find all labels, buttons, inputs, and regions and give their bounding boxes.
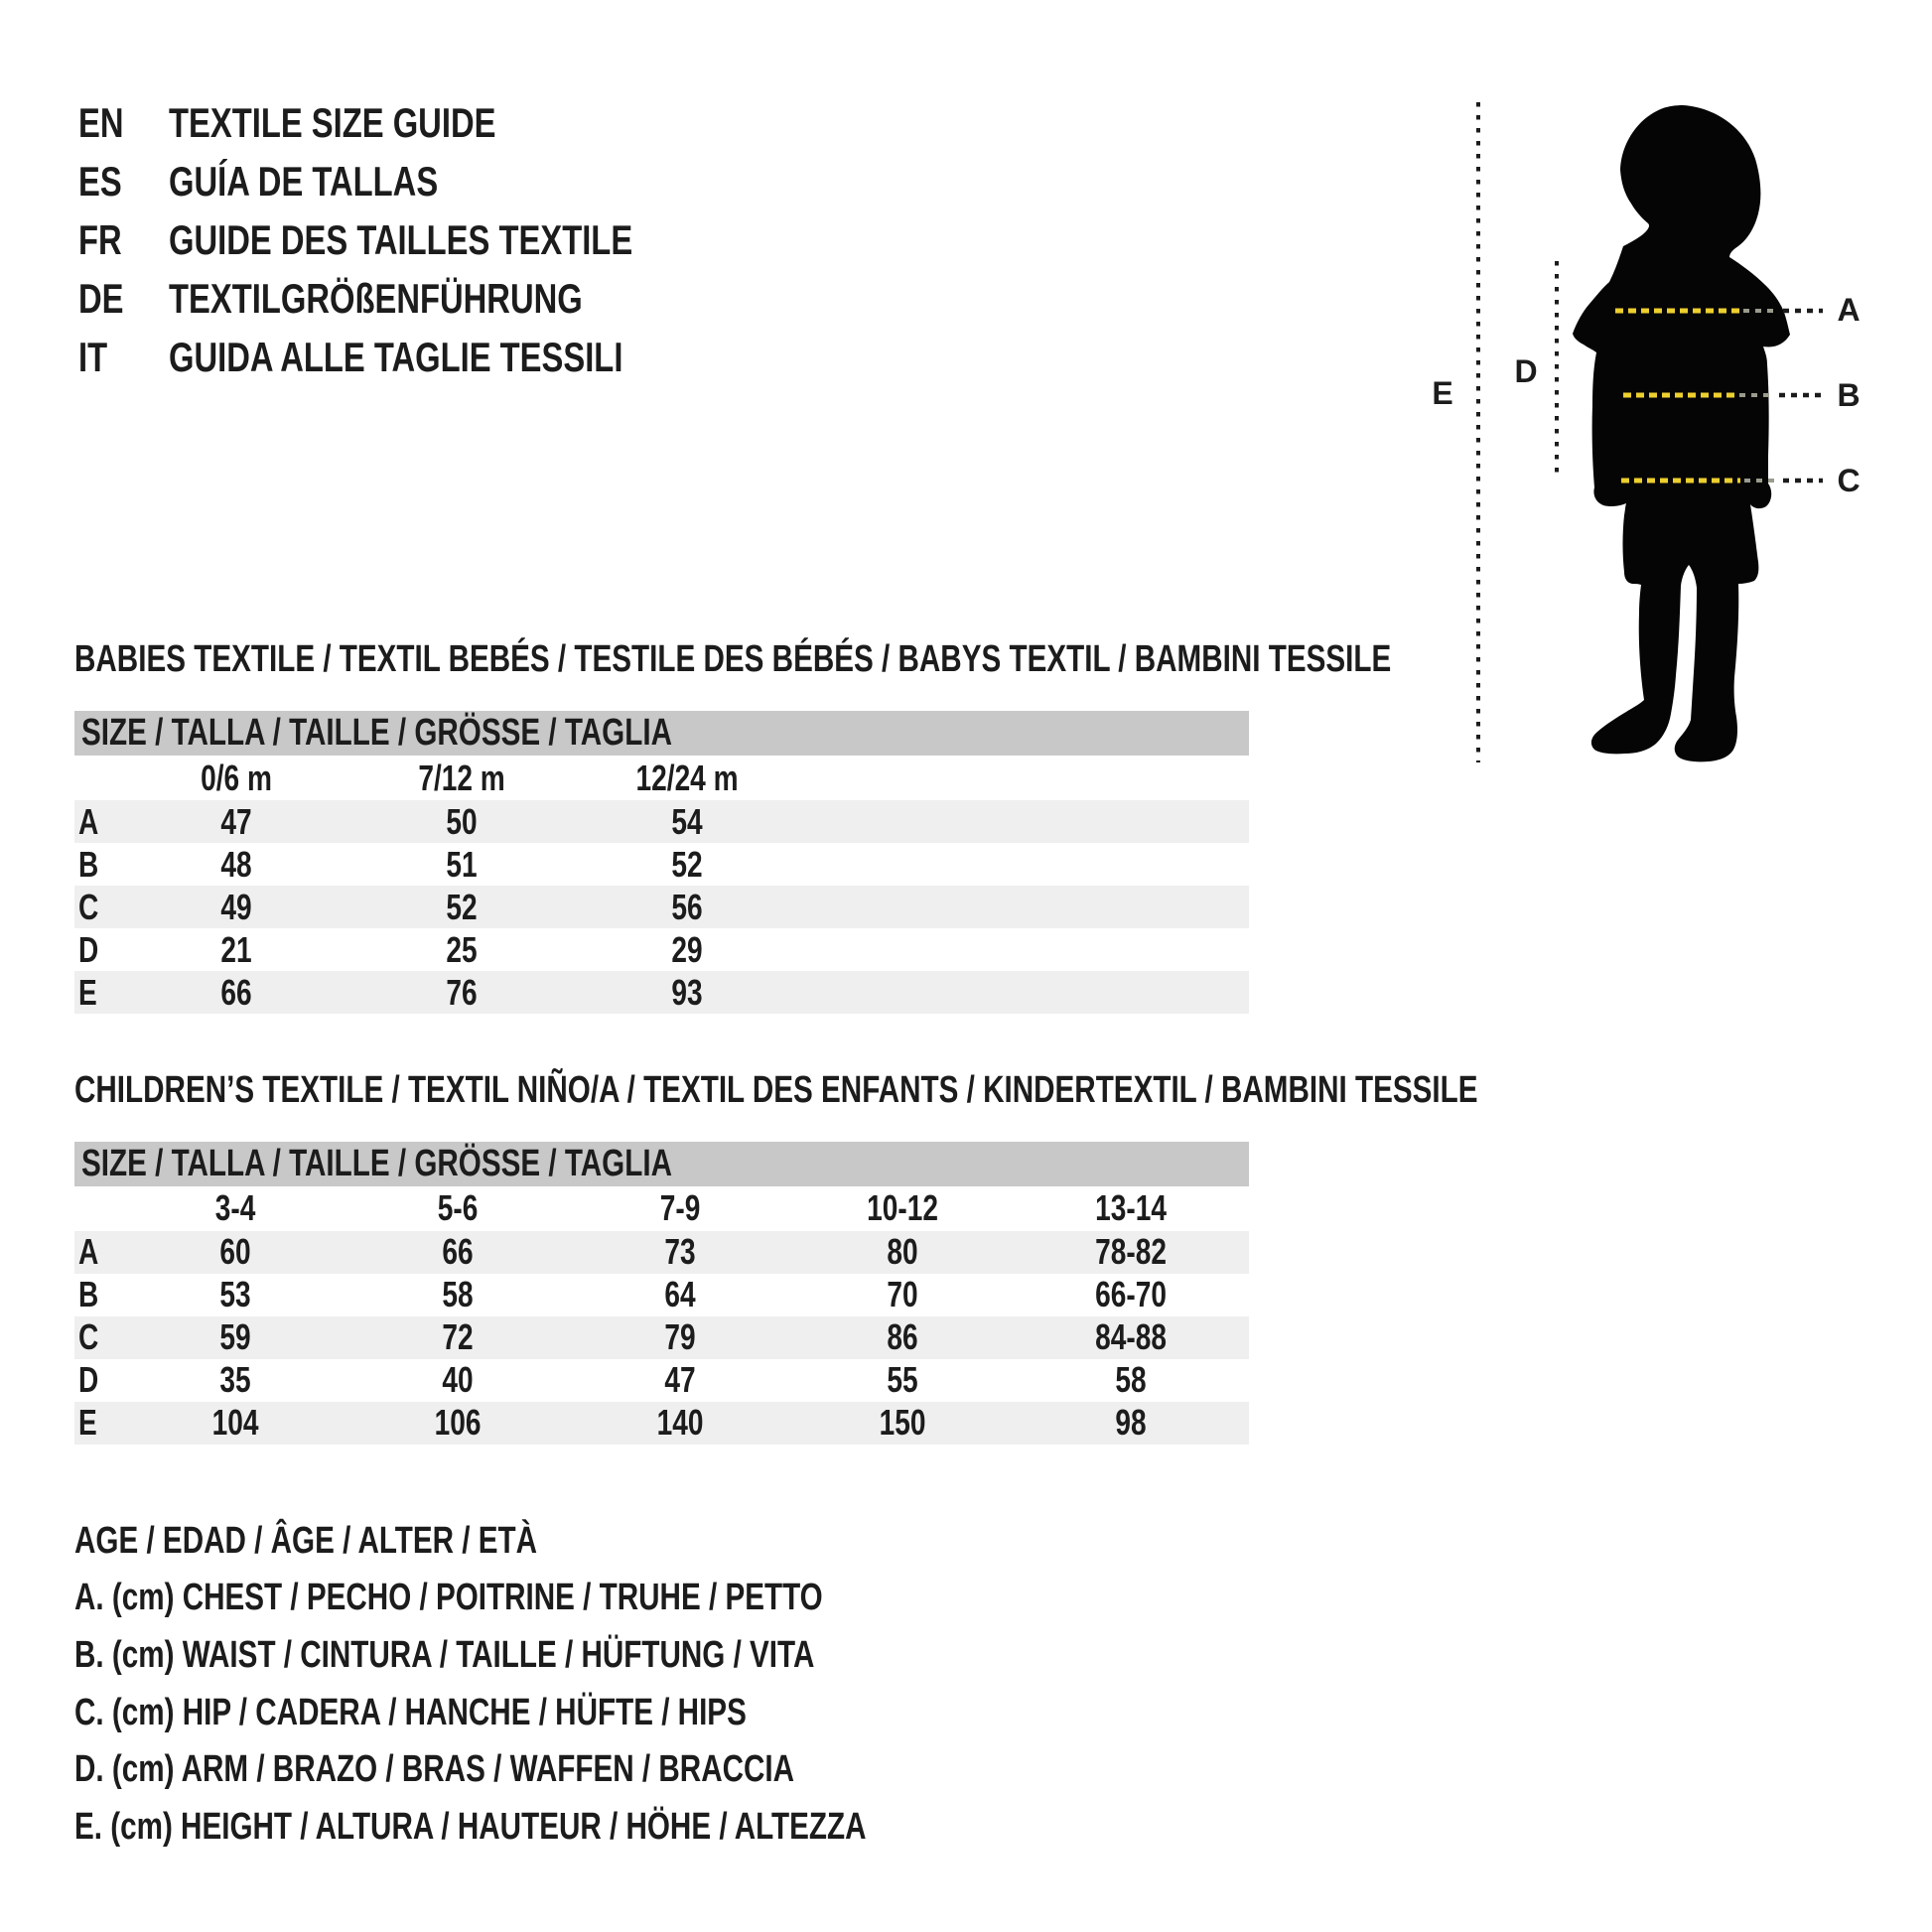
table-cell: 52 [446,886,479,927]
language-title-en: TEXTILE SIZE GUIDE [169,99,496,146]
children-section-heading: CHILDREN’S TEXTILE / TEXTIL NIÑO/A / TEXTIL DES ENFANTS / KINDERTEXTIL / BAMBINI TESSILE [74,1069,1478,1111]
row-label: B [78,1274,99,1315]
babies-section-heading: BABIES TEXTILE / TEXTIL BEBÉS / TESTILE DES BÉBÉS / BABYS TEXTIL / BAMBINI TESSILE [74,638,1392,680]
row-label: D [78,928,99,970]
column-header: 7-9 [659,1186,701,1228]
legend-chest-line: A. (cm) CHEST / PECHO / POITRINE / TRUHE / PETTO [74,1577,823,1618]
table-cell: 73 [664,1231,696,1273]
table-cell: 58 [442,1274,474,1315]
table-cell: 98 [1115,1402,1148,1444]
babies-size-header-bar: SIZE / TALLA / TAILLE / GRÖSSE / TAGLIA [74,711,1249,756]
row-label: C [78,886,99,927]
table-cell: 25 [446,928,479,970]
table-cell: 78-82 [1095,1231,1168,1273]
table-cell: 48 [220,843,253,885]
table-cell: 54 [671,800,704,842]
row-label: C [78,1316,99,1358]
language-code-en: EN [78,99,124,146]
table-cell: 29 [671,928,704,970]
language-code-it: IT [78,334,108,380]
row-label: E [78,1402,97,1444]
table-row [74,1316,1249,1359]
table-cell: 150 [879,1402,926,1444]
babies-column-header-row [74,756,1249,800]
figure-label-c: C [1837,463,1861,498]
table-cell: 104 [211,1402,259,1444]
child-silhouette-diagram [1430,89,1892,784]
language-code-fr: FR [78,216,122,263]
figure-label-d: D [1514,353,1538,389]
column-header: 0/6 m [201,757,273,798]
language-title-it: GUIDA ALLE TAGLIE TESSILI [169,334,623,380]
table-row [74,800,1249,843]
table-cell: 40 [442,1359,474,1401]
table-row [74,1231,1249,1274]
column-header: 5-6 [437,1186,479,1228]
table-row [74,886,1249,928]
legend-hip-line: C. (cm) HIP / CADERA / HANCHE / HÜFTE / HIPS [74,1692,747,1733]
row-label: E [78,971,97,1013]
table-cell: 47 [664,1359,696,1401]
table-cell: 66 [442,1231,474,1273]
table-cell: 52 [671,843,704,885]
table-cell: 84-88 [1095,1316,1168,1358]
row-label: B [78,843,99,885]
babies-size-table [74,711,1249,1014]
children-size-table [74,1142,1249,1445]
language-code-de: DE [78,275,124,322]
children-size-header-bar: SIZE / TALLA / TAILLE / GRÖSSE / TAGLIA [74,1142,1249,1186]
table-cell: 93 [671,971,704,1013]
table-cell: 76 [446,971,479,1013]
language-title-es: GUÍA DE TALLAS [169,158,439,205]
figure-label-a: A [1837,292,1861,328]
table-row [74,971,1249,1014]
table-cell: 53 [219,1274,251,1315]
table-cell: 49 [220,886,253,927]
column-header: 3-4 [214,1186,256,1228]
table-cell: 50 [446,800,479,842]
legend-age-line: AGE / EDAD / ÂGE / ALTER / ETÀ [74,1520,538,1562]
children-column-header-row [74,1186,1249,1231]
table-cell: 60 [219,1231,251,1273]
table-row [74,1274,1249,1316]
table-cell: 47 [220,800,253,842]
table-row [74,843,1249,886]
row-label: D [78,1359,99,1401]
column-header: 12/24 m [635,757,740,798]
table-cell: 21 [220,928,253,970]
table-cell: 80 [887,1231,918,1273]
table-cell: 140 [656,1402,704,1444]
column-header: 10-12 [867,1186,938,1228]
table-cell: 66-70 [1095,1274,1168,1315]
legend-arm-line: D. (cm) ARM / BRAZO / BRAS / WAFFEN / BRACCIA [74,1748,795,1790]
figure-label-e: E [1432,375,1453,411]
table-cell: 70 [887,1274,918,1315]
language-code-es: ES [78,158,122,205]
table-cell: 35 [219,1359,251,1401]
legend-waist-line: B. (cm) WAIST / CINTURA / TAILLE / HÜFTUNG / VITA [74,1634,815,1676]
table-row [74,1402,1249,1445]
table-cell: 66 [220,971,253,1013]
table-row [74,928,1249,971]
table-cell: 72 [442,1316,474,1358]
language-title-de: TEXTILGRÖßENFÜHRUNG [169,275,583,322]
language-title-fr: GUIDE DES TAILLES TEXTILE [169,216,633,263]
table-cell: 86 [887,1316,918,1358]
row-label: A [78,1231,99,1273]
table-cell: 59 [219,1316,251,1358]
legend-height-line: E. (cm) HEIGHT / ALTURA / HAUTEUR / HÖHE / ALTEZZA [74,1806,867,1848]
table-cell: 79 [664,1316,696,1358]
table-cell: 51 [446,843,479,885]
column-header: 7/12 m [418,757,506,798]
figure-label-b: B [1837,377,1861,413]
table-cell: 58 [1115,1359,1148,1401]
column-header: 13-14 [1095,1186,1168,1228]
table-cell: 56 [671,886,704,927]
table-cell: 64 [664,1274,696,1315]
table-cell: 106 [434,1402,482,1444]
table-row [74,1359,1249,1402]
table-cell: 55 [887,1359,918,1401]
row-label: A [78,800,99,842]
